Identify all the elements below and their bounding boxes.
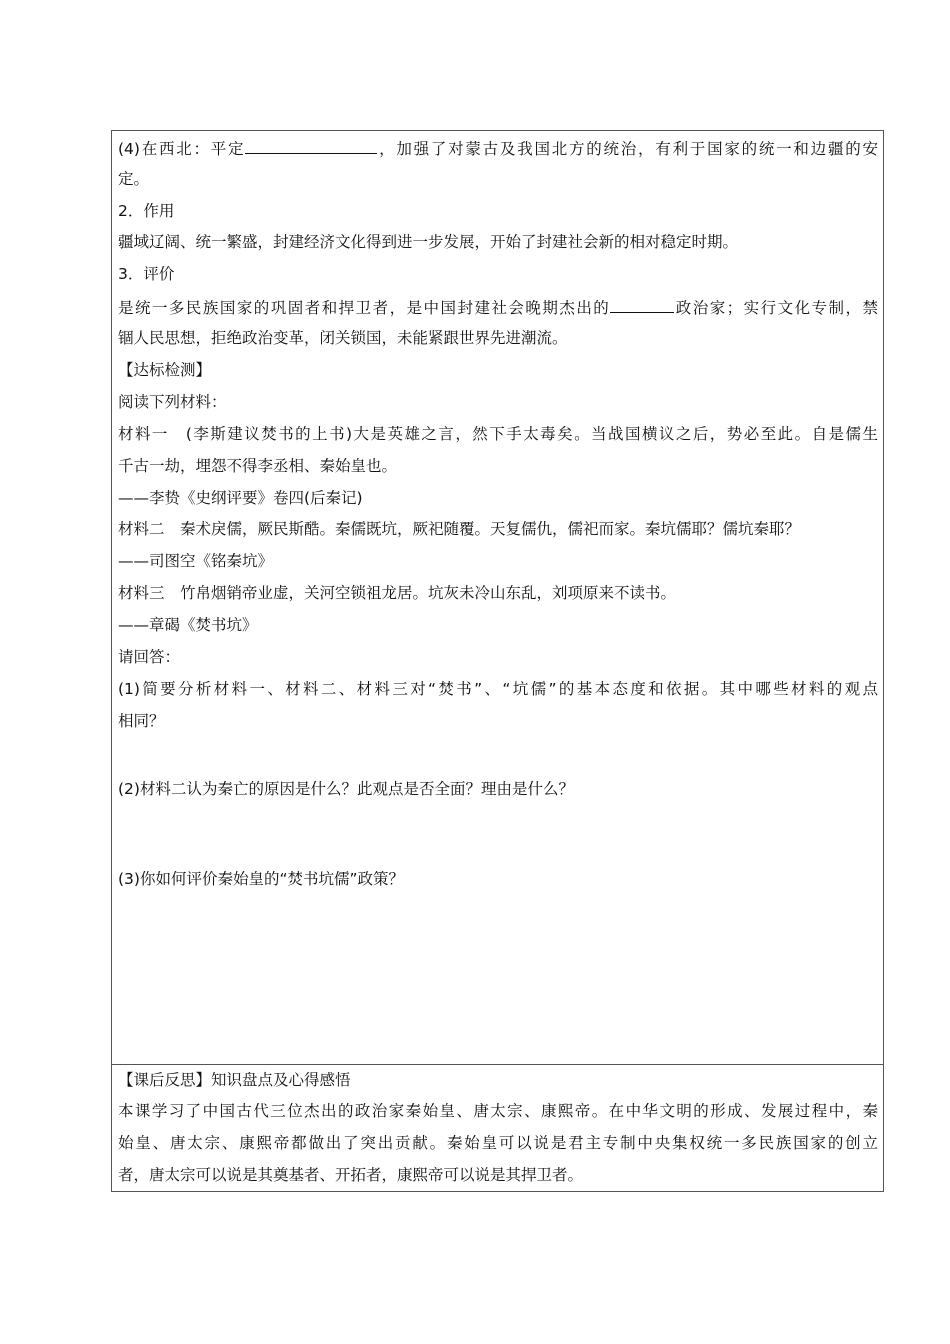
effect-text: 疆域辽阔、统一繁盛，封建经济文化得到进一步发展，开始了封建社会新的相对稳定时期。 [118,233,739,251]
reflection-heading: 【课后反思】知识盘点及心得感悟 [118,1071,351,1089]
table-row-divider [112,1064,883,1065]
evaluation-line-2: 锢人民思想，拒绝政治变革，闭关锁国，未能紧跟世界先进潮流。 [118,329,568,347]
material-2-source: ——司图空《铭秦坑》 [118,552,274,570]
evaluation-prefix: 是统一多民族国家的巩固者和捍卫者，是中国封建社会晚期杰出的 [118,299,611,317]
northwest-prefix: (4)在西北：平定 [118,140,246,158]
heading-evaluation: 3．评价 [118,265,175,283]
reflection-line-1: 本课学习了中国古代三位杰出的政治家秦始皇、唐太宗、康熙帝。在中华文明的形成、发展过程中，秦 [118,1102,878,1120]
question-1-line-2: 相同？ [118,712,165,730]
question-3: (3)你如何评价秦始皇的“焚书坑儒”政策？ [118,870,405,888]
material-1-source: ——李贽《史纲评要》卷四(后秦记) [118,489,363,507]
material-2: 材料二 秦术戾儒，厥民斯酷。秦儒既坑，厥祀随覆。天复儒仇，儒祀而家。秦坑儒耶？儒坑秦耶？ [118,520,801,538]
northwest-suffix: ，加强了对蒙古及我国北方的统治，有利于国家的统一和边疆的安 [377,140,878,158]
evaluation-suffix: 政治家；实行文化专制，禁 [674,299,878,317]
fill-in-blank[interactable] [245,137,377,154]
northwest-item-line [118,137,878,159]
test-heading: 【达标检测】 [118,361,212,379]
material-3: 材料三 竹帛烟销帝业虚，关河空锁祖龙居。坑灰未冷山东乱，刘项原来不读书。 [118,584,677,602]
fill-in-blank[interactable] [610,296,674,313]
question-2: (2)材料二认为秦亡的原因是什么？此观点是否全面？理由是什么？ [118,780,574,798]
material-1-line-2: 千古一劫，埋怨不得李丞相、秦始皇也。 [118,457,398,475]
evaluation-line-1 [118,296,878,318]
question-prompt: 请回答： [118,648,181,666]
material-3-source: ——章碣《焚书坑》 [118,616,258,634]
reflection-line-2: 始皇、唐太宗、康熙帝都做出了突出贡献。秦始皇可以说是君主专制中央集权统一多民族国家的创立 [118,1134,878,1152]
material-1-line-1: 材料一 (李斯建议焚书的上书)大是英雄之言，然下手太毒矣。当战国横议之后，势必至此。自是儒生 [118,425,878,443]
question-1-line-1: (1)简要分析材料一、材料二、材料三对“焚书”、“坑儒”的基本态度和依据。其中哪些材料的观点 [118,680,878,698]
test-intro: 阅读下列材料： [118,393,227,411]
northwest-item-continuation: 定。 [118,170,150,188]
heading-effect: 2．作用 [118,202,175,220]
reflection-line-3: 者，唐太宗可以说是其奠基者、开拓者，康熙帝可以说是其捍卫者。 [118,1166,584,1184]
